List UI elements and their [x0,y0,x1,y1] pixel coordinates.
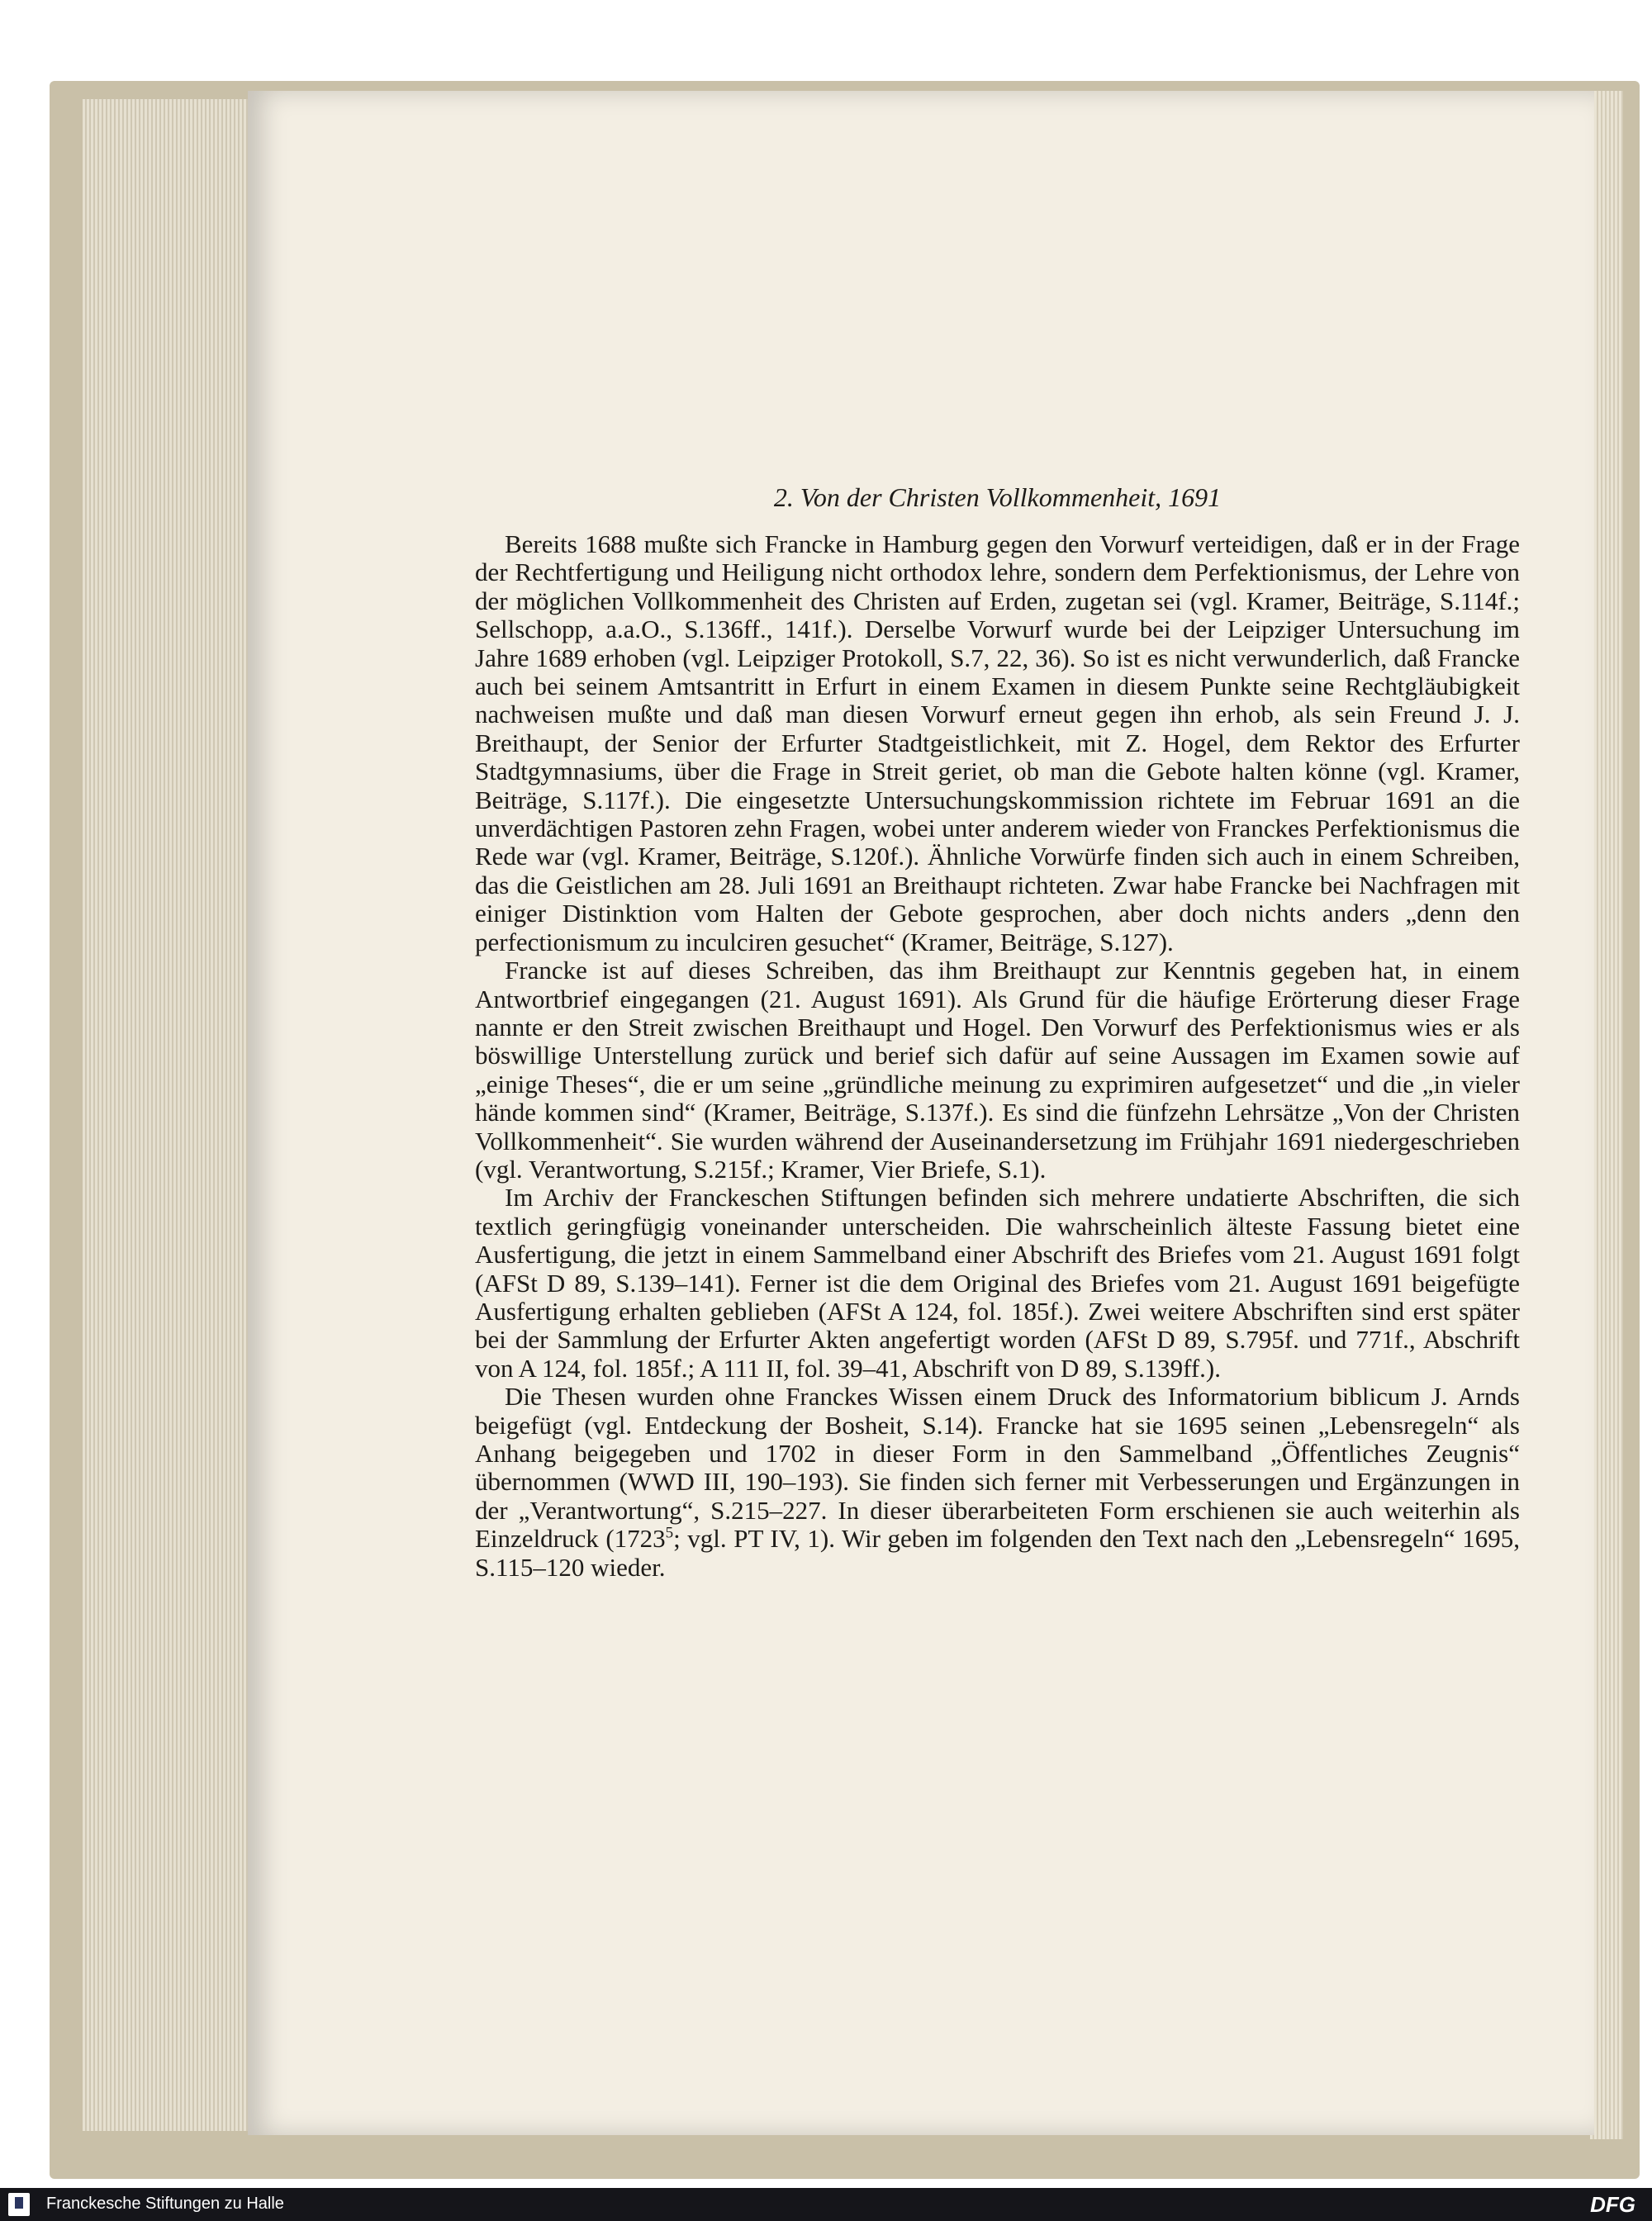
paragraph-4 [475,1383,1520,1582]
section-heading: 2. Von der Christen Vollkommenheit, 1691 [773,482,1222,512]
paragraph-3: Im Archiv der Franckeschen Stiftungen befinden sich mehrere undatierte Abschriften, die sich textlich geringfügig voneinander unterscheiden. Die wahrscheinlich älteste Fassung bietet eine Ausfertigung, die jetzt in einem Sammelband einer Abschrift des Briefes vom 21. August 1691 folgt (AFSt D 89, S.139–141). Ferner ist die dem Original des Briefes vom 21. August 1691 beigefügte Ausfertigung erhalten geblieben (AFSt A 124, fol. 185f.). Zwei weitere Abschriften sind erst später bei der Sammlung der Erfurter Akten angefertigt worden (AFSt D 89, S.795f. und 771f., Abschrift von A 124, fol. 185f.; A 111 II, fol. 39–41, Abschrift von D 89, S.139ff.). [475,1183,1520,1383]
dfg-logo: DFG [1590,2192,1635,2217]
page-edges-left [83,99,256,2131]
footnote-superscript: 5 [665,1524,674,1542]
institution-logo-icon [8,2193,30,2216]
institution-name: Franckesche Stiftungen zu Halle [46,2195,284,2213]
viewer-footer [0,2188,1652,2221]
paragraph-2: Francke ist auf dieses Schreiben, das ihm Breithaupt zur Kenntnis gegeben hat, in einem Antwortbrief eingegangen (21. August 1691). Als Grund für die häufige Erörterung dieser Frage nannte er den Streit zwischen Breithaupt und Hogel. Den Vorwurf des Perfektionismus wies er als böswillige Unterstellung zurück und berief sich dafür auf seine Aussagen im Examen sowie auf „einige Theses“, die er um seine „gründliche meinung zu exprimiren aufgesetzet“ und die „in vieler hände kommen sind“ (Kramer, Beiträge, S.137f.). Es sind die fünfzehn Lehrsätze „Von der Christen Vollkommenheit“. Sie wurden während der Auseinandersetzung im Frühjahr 1691 niedergeschrieben (vgl. Verantwortung, S.215f.; Kramer, Vier Briefe, S.1). [475,956,1520,1184]
paragraph-4-tail: ; vgl. PT IV, 1). Wir geben im folgenden den Text nach den „Lebensregeln“ 1695, S.115–120 wieder. [475,1524,1520,1582]
paragraph-4-text: Die Thesen wurden ohne Franckes Wissen einem Druck des Informatorium biblicum J. Arnds beigefügt (vgl. Entdeckung der Bosheit, S.14). Francke hat sie 1695 seinen „Lebensregeln“ als Anhang beigegeben und 1702 in dieser Form in den Sammelband „Öffentliches Zeugnis“ übernommen (WWD III, 190–193). Sie finden sich ferner mit Verbesserungen und Ergänzungen in der „Verantwortung“, S.215–227. In dieser überarbeiteten Form erschienen sie auch weiterhin als Einzeldruck (1723 [475,1382,1520,1554]
page-content [475,481,1520,1582]
page-edges-right [1590,91,1623,2139]
paragraph-1: Bereits 1688 mußte sich Francke in Hamburg gegen den Vorwurf verteidigen, daß er in der Frage der Rechtfertigung und Heiligung nicht orthodox lehre, sondern dem Perfektionismus, der Lehre von der möglichen Vollkommenheit des Christen auf Erden, zugetan sei (vgl. Kramer, Beiträge, S.114f.; Sellschopp, a.a.O., S.136ff., 141f.). Derselbe Vorwurf wurde bei der Leipziger Untersuchung im Jahre 1689 erhoben (vgl. Leipziger Protokoll, S.7, 22, 36). So ist es nicht verwunderlich, daß Francke auch bei seinem Amtsantritt in Erfurt in einem Examen in diesem Punkte seine Rechtgläubigkeit nachweisen mußte und daß man diesen Vorwurf erneut gegen ihn erhob, als sein Freund J. J. Breithaupt, der Senior der Erfurter Stadtgeistlichkeit, mit Z. Hogel, dem Rektor des Erfurter Stadtgymnasiums, über die Frage in Streit geriet, ob man die Gebote halten könne (vgl. Kramer, Beiträge, S.117f.). Die eingesetzte Untersuchungskommission richtete im Februar 1691 an die unverdächtigen Pastoren zehn Fragen, wobei unter anderem wieder von Franckes Perfektionismus die Rede war (vgl. Kramer, Beiträge, S.120f.). Ähnliche Vorwürfe finden sich auch in einem Schreiben, das die Geistlichen am 28. Juli 1691 an Breithaupt richteten. Zwar habe Francke bei Nachfragen mit einiger Distinktion vom Halten der Gebote gesprochen, aber doch nichts anders „denn den perfectionismum zu inculciren gesuchet“ (Kramer, Beiträge, S.127). [475,529,1520,956]
